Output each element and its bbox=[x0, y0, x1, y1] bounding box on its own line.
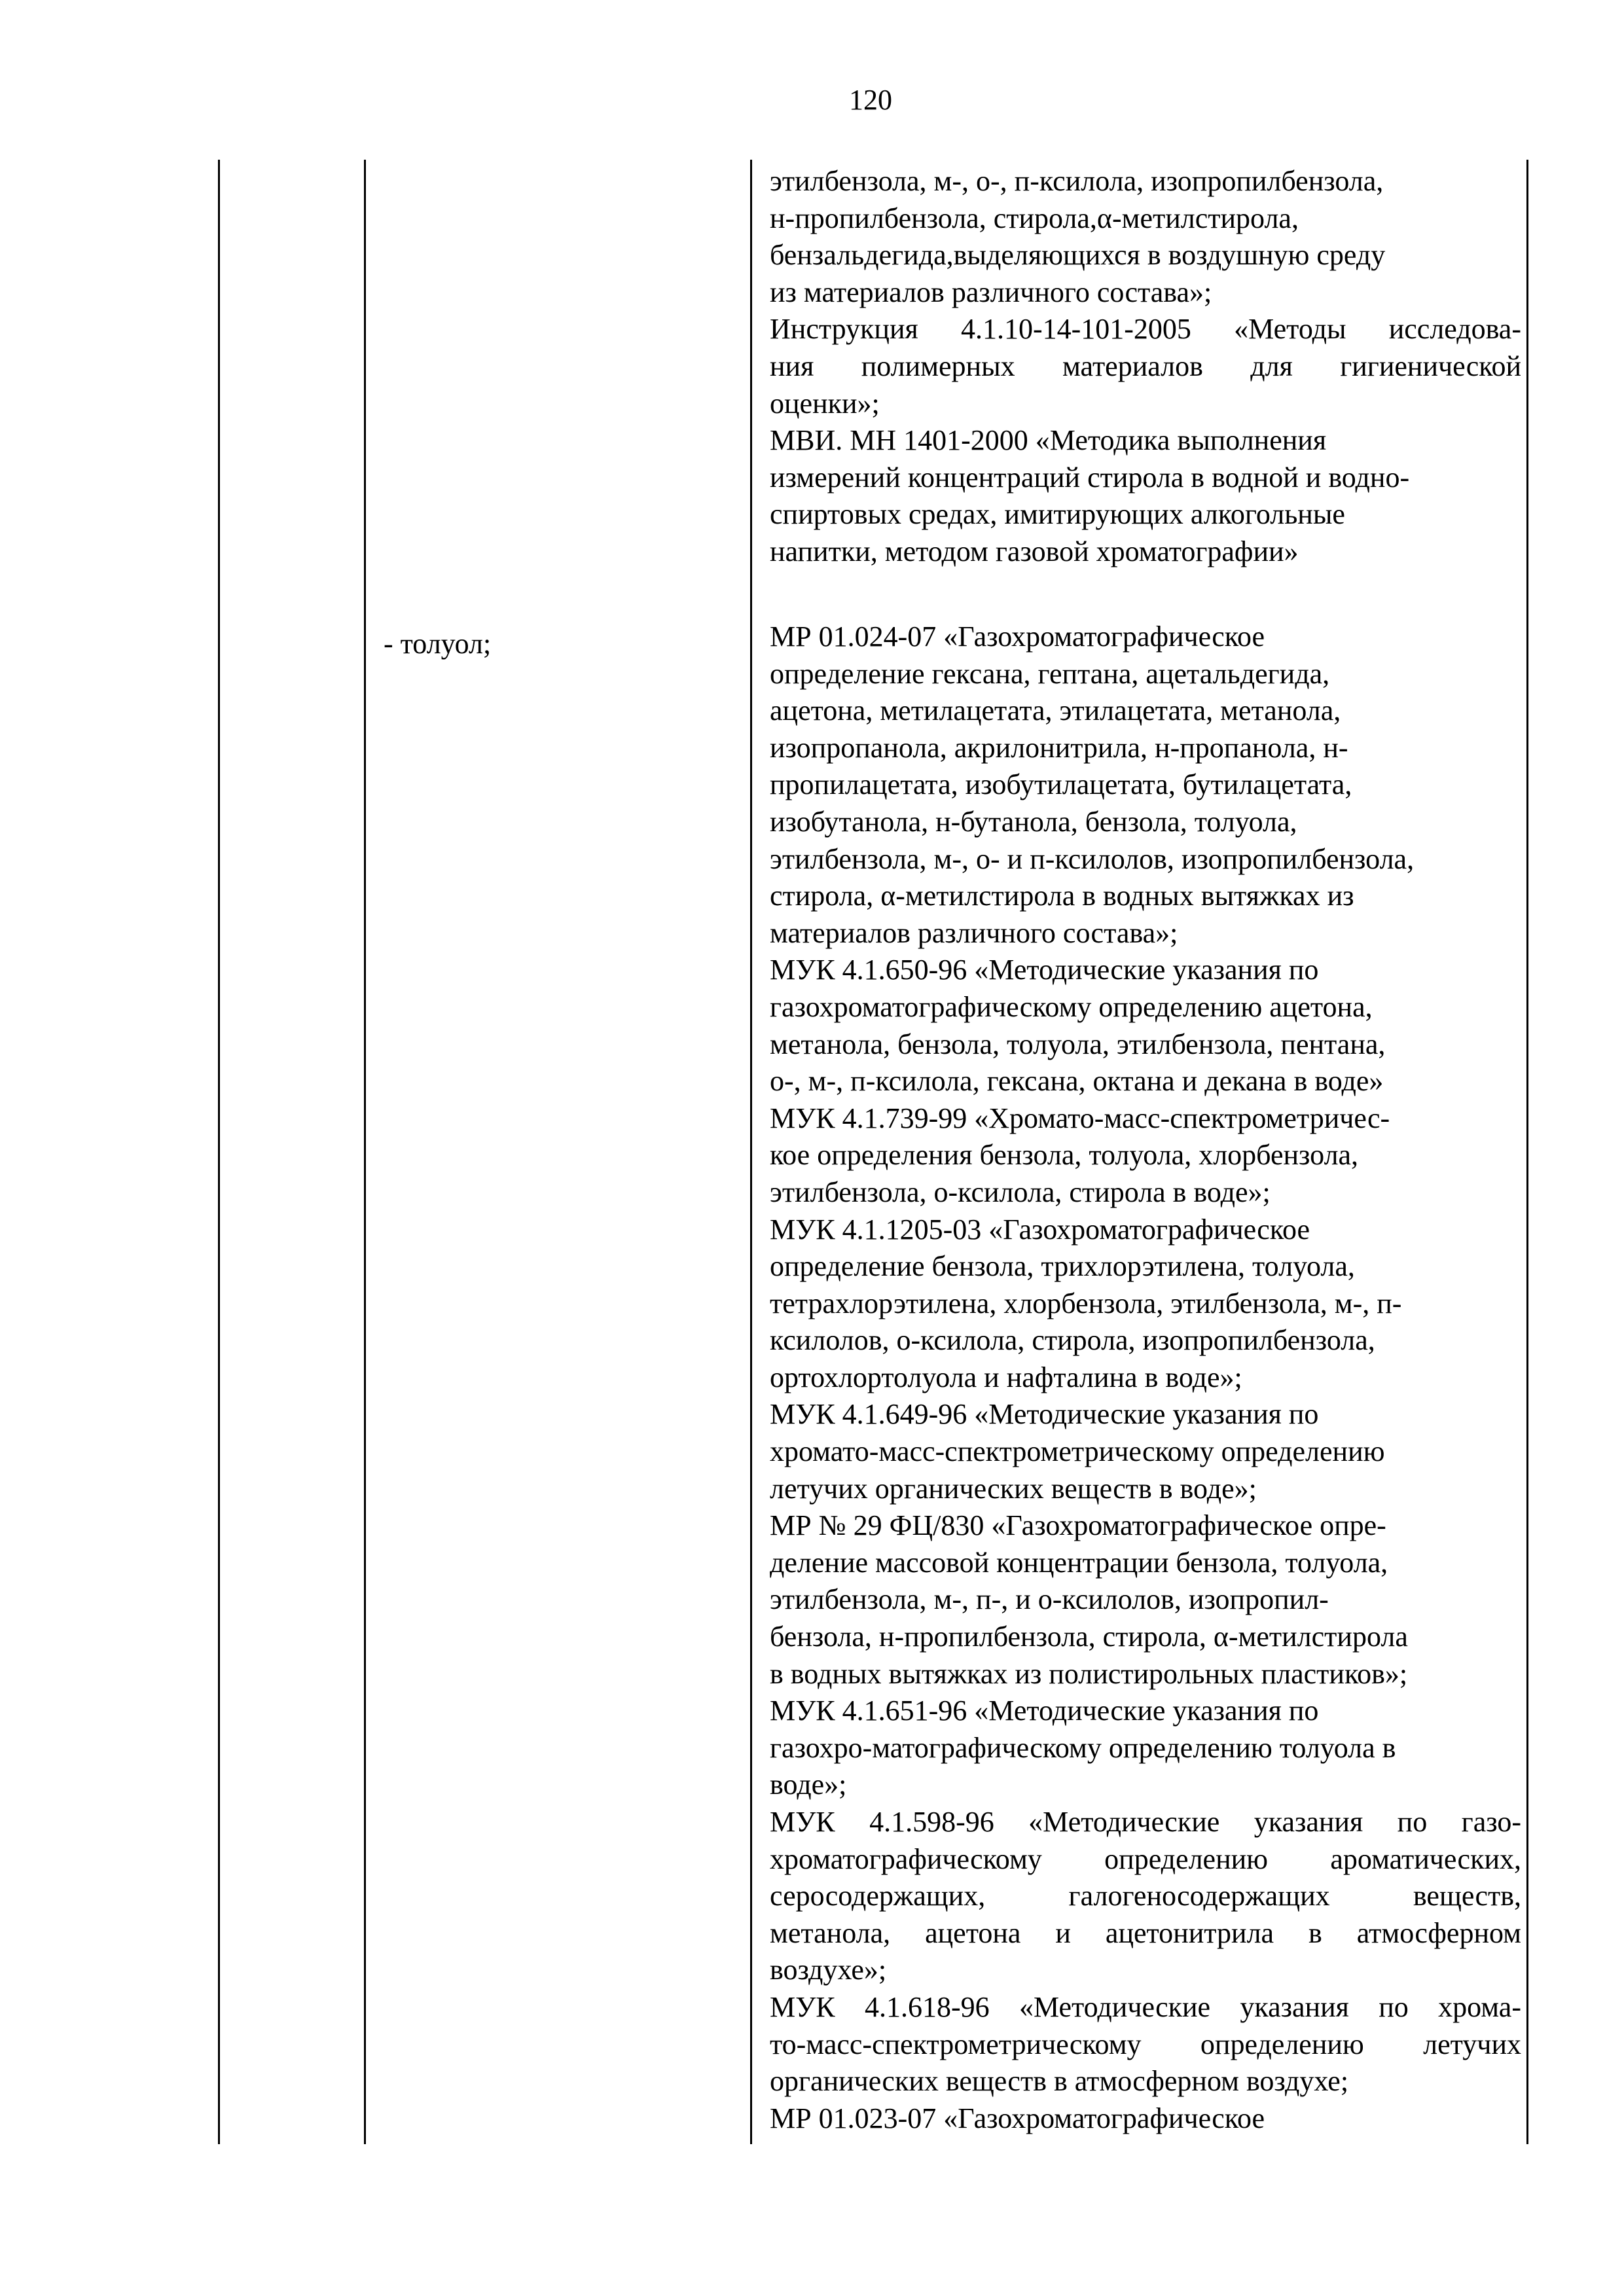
method-text-line: о-, м-, п-ксилола, гексана, октана и декана в воде» bbox=[770, 1065, 1384, 1098]
method-text-line: метанола, ацетона и ацетонитрила в атмосферном bbox=[770, 1916, 1521, 1949]
method-text-line: этилбензола, м-, о-, п-ксилола, изопропилбензола, bbox=[770, 165, 1384, 197]
method-text-line: МУК 4.1.1205-03 «Газохроматографическое bbox=[770, 1213, 1310, 1246]
method-text-line: серосодержащих, галогеносодержащих веществ, bbox=[770, 1880, 1521, 1912]
method-text-line: пропилацетата, изобутилацетата, бутилацетата, bbox=[770, 768, 1352, 801]
method-text-line: МУК 4.1.739-99 «Хромато-масс-спектрометричес- bbox=[770, 1102, 1390, 1134]
method-text-line: МУК 4.1.598-96 «Методические указания по газо- bbox=[770, 1806, 1521, 1838]
method-text-line: измерений концентраций стирола в водной и водно- bbox=[770, 461, 1410, 493]
method-text-line: бензальдегида,выделяющихся в воздушную среду bbox=[770, 239, 1386, 272]
table-border-right bbox=[1526, 160, 1528, 2144]
method-text-line: воздухе»; bbox=[770, 1954, 887, 1986]
page-number: 120 bbox=[849, 84, 892, 116]
method-text-line: МР 01.024-07 «Газохроматографическое bbox=[770, 620, 1265, 653]
method-text-line: метанола, бензола, толуола, этилбензола, пентана, bbox=[770, 1028, 1386, 1060]
table-divider-1 bbox=[364, 160, 366, 2144]
method-text-line: газохро-матографическому определению толуола в bbox=[770, 1731, 1396, 1764]
table-divider-2 bbox=[750, 160, 752, 2144]
method-text-line: бензола, н-пропилбензола, стирола, α-метилстирола bbox=[770, 1621, 1408, 1653]
substance-label: - толуол; bbox=[384, 628, 492, 660]
method-text-line: МР 01.023-07 «Газохроматографическое bbox=[770, 2102, 1265, 2134]
method-text-line: ния полимерных материалов для гигиенической bbox=[770, 350, 1521, 382]
method-text-line: МУК 4.1.650-96 «Методические указания по bbox=[770, 954, 1319, 986]
method-text-line: то-масс-спектрометрическому определению летучих bbox=[770, 2028, 1521, 2060]
method-text-line: определение гексана, гептана, ацетальдегида, bbox=[770, 657, 1330, 690]
method-text-line: ксилолов, о-ксилола, стирола, изопропилбензола, bbox=[770, 1324, 1375, 1357]
method-text-line: из материалов различного состава»; bbox=[770, 276, 1212, 308]
method-text-line: изопропанола, акрилонитрила, н-пропанола, н- bbox=[770, 731, 1348, 764]
method-text-line: хроматографическому определению ароматических, bbox=[770, 1842, 1521, 1875]
method-text-line: этилбензола, м-, о- и п-ксилолов, изопропилбензола, bbox=[770, 842, 1415, 875]
table-border-left bbox=[218, 160, 220, 2144]
method-text-line: деление массовой концентрации бензола, толуола, bbox=[770, 1546, 1388, 1579]
method-text-line: напитки, методом газовой хроматографии» bbox=[770, 535, 1299, 567]
methods-list-toluene bbox=[770, 619, 1521, 2137]
methods-list-continued bbox=[770, 163, 1521, 571]
method-text-line: органических веществ в атмосферном воздухе; bbox=[770, 2065, 1349, 2098]
method-text-line: ацетона, метилацетата, этилацетата, метанола, bbox=[770, 694, 1341, 727]
method-text-line: МУК 4.1.649-96 «Методические указания по bbox=[770, 1398, 1319, 1431]
method-text-line: этилбензола, о-ксилола, стирола в воде»; bbox=[770, 1175, 1271, 1208]
method-text-line: изобутанола, н-бутанола, бензола, толуола, bbox=[770, 805, 1297, 838]
method-text-line: определение бензола, трихлорэтилена, толуола, bbox=[770, 1250, 1355, 1283]
method-text-line: ортохлортолуола и нафталина в воде»; bbox=[770, 1361, 1242, 1393]
method-text-line: воде»; bbox=[770, 1768, 847, 1801]
method-text-line: тетрахлорэтилена, хлорбензола, этилбензола, м-, п- bbox=[770, 1287, 1402, 1319]
method-text-line: хромато-масс-спектрометрическому определению bbox=[770, 1435, 1385, 1468]
method-text-line: стирола, α-метилстирола в водных вытяжках из bbox=[770, 880, 1354, 912]
method-text-line: МУК 4.1.651-96 «Методические указания по bbox=[770, 1695, 1319, 1727]
method-text-line: газохроматографическому определению ацетона, bbox=[770, 990, 1373, 1023]
method-text-line: в водных вытяжках из полистирольных пластиков»; bbox=[770, 1657, 1408, 1690]
method-text-line: МУК 4.1.618-96 «Методические указания по хрома- bbox=[770, 1990, 1521, 2023]
method-text-line: н-пропилбензола, стирола,α-метилстирола, bbox=[770, 202, 1299, 234]
method-text-line: материалов различного состава»; bbox=[770, 916, 1178, 949]
method-text-line: этилбензола, м-, п-, и о-ксилолов, изопропил- bbox=[770, 1583, 1329, 1616]
method-text-line: Инструкция 4.1.10-14-101-2005 «Методы исследова- bbox=[770, 313, 1521, 346]
method-text-line: летучих органических веществ в воде»; bbox=[770, 1472, 1257, 1505]
method-text-line: МВИ. МН 1401-2000 «Методика выполнения bbox=[770, 424, 1327, 457]
method-text-line: МР № 29 ФЦ/830 «Газохроматографическое опре- bbox=[770, 1509, 1386, 1542]
method-text-line: спиртовых средах, имитирующих алкогольные bbox=[770, 498, 1345, 531]
method-text-line: кое определения бензола, толуола, хлорбензола, bbox=[770, 1139, 1359, 1172]
method-text-line: оценки»; bbox=[770, 387, 880, 420]
